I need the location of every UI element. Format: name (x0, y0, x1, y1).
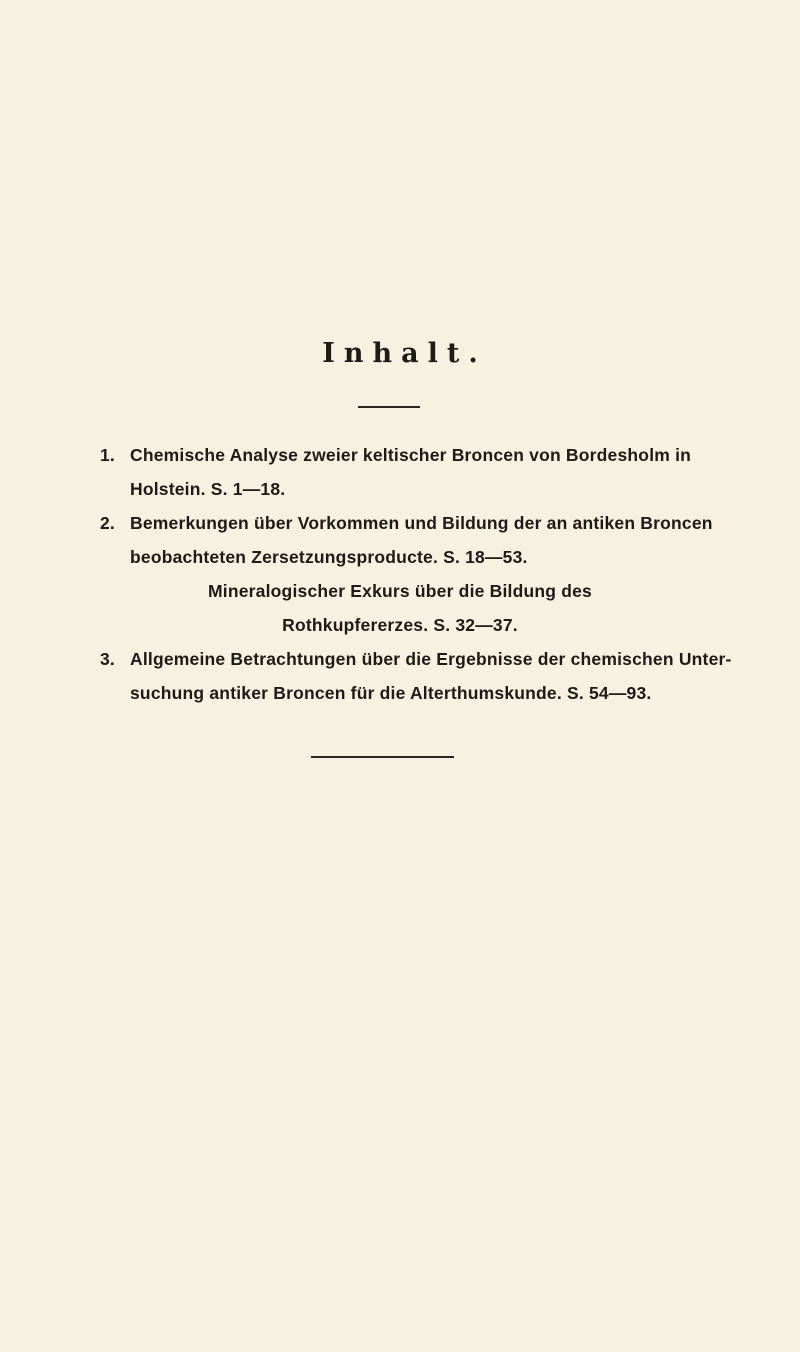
toc-entry-line: Holstein. S. 1—18. (130, 479, 286, 499)
page-title: Inhalt. (322, 338, 487, 369)
toc-entry-line: Bemerkungen über Vorkommen und Bildung der an antiken Broncen (130, 513, 713, 533)
table-of-contents (100, 438, 732, 710)
toc-entry-2 (100, 506, 713, 642)
toc-entry-1 (100, 438, 692, 506)
toc-entry-line: suchung antiker Broncen für die Alterthumskunde. S. 54—93. (130, 683, 652, 703)
toc-subentry (130, 574, 680, 642)
toc-entry-number: 2. (100, 513, 115, 533)
toc-entry-line: beobachteten Zersetzungsproducte. S. 18—53. (130, 547, 528, 567)
title-divider (358, 406, 420, 408)
toc-subentry-line: Rothkupfererzes. S. 32—37. (282, 615, 518, 635)
end-divider (311, 756, 454, 758)
toc-entry-line: Chemische Analyse zweier keltischer Broncen von Bordesholm in (130, 445, 692, 465)
toc-entry-number: 3. (100, 649, 115, 669)
toc-entry-3 (100, 642, 732, 710)
toc-subentry-line: Mineralogischer Exkurs über die Bildung des (208, 581, 592, 601)
toc-entry-line: Allgemeine Betrachtungen über die Ergebnisse der chemischen Unter- (130, 649, 732, 669)
toc-entry-number: 1. (100, 445, 115, 465)
